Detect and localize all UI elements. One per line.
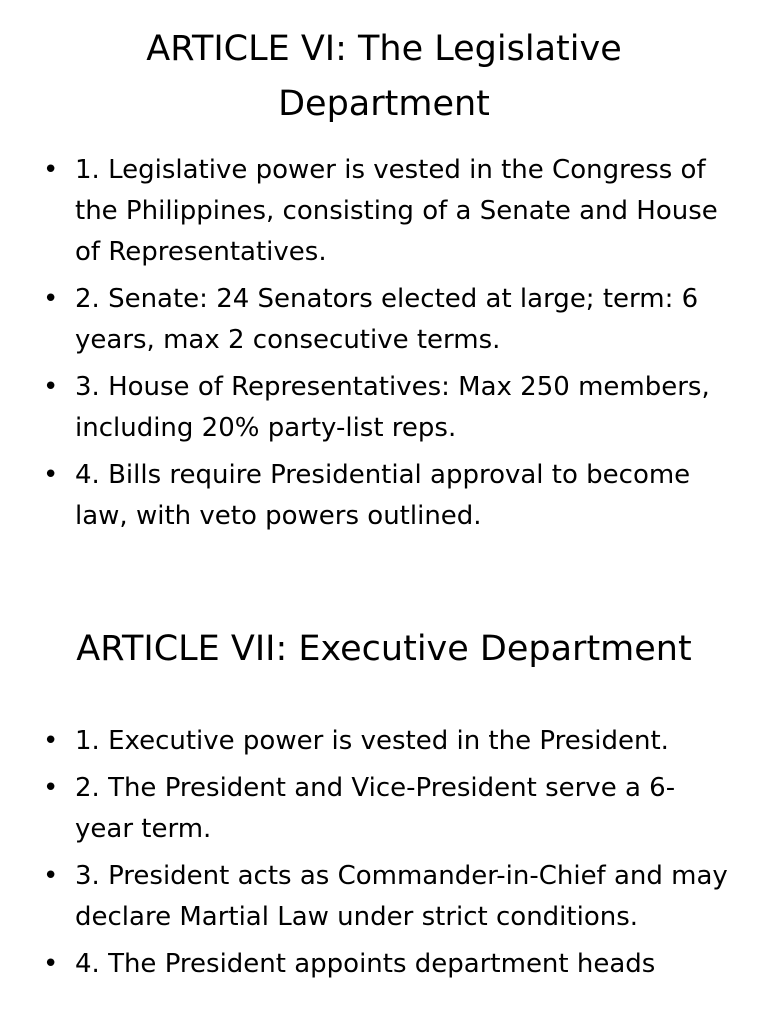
article-vii-slide [0, 622, 768, 991]
article-vi-bullet-list [0, 150, 768, 537]
list-item-text: 1. Executive power is vested in the President. [75, 726, 669, 756]
article-vii-bullet-list [0, 721, 768, 985]
list-item [43, 279, 728, 361]
list-item [43, 856, 728, 938]
list-item-text: 4. The President appoints department heads [75, 949, 656, 979]
list-item-text: 2. The President and Vice-President serve a 6-year term. [75, 773, 676, 844]
bullet-icon: • [43, 155, 59, 185]
bullet-icon: • [43, 861, 59, 891]
article-vi-title: ARTICLE VI: The Legislative Department [146, 29, 622, 124]
list-item-text: 2. Senate: 24 Senators elected at large; term: 6 years, max 2 consecutive terms. [75, 284, 699, 355]
article-vii-title: ARTICLE VII: Executive Department [76, 629, 692, 669]
list-item [43, 721, 728, 762]
list-item [43, 944, 728, 985]
bullet-icon: • [43, 460, 59, 490]
bullet-icon: • [43, 949, 59, 979]
list-item-text: 1. Legislative power is vested in the Congress of the Philippines, consisting of a Senate and House of Representatives. [75, 155, 718, 267]
bullet-icon: • [43, 284, 59, 314]
list-item-text: 4. Bills require Presidential approval to become law, with veto powers outlined. [75, 460, 691, 531]
list-item [43, 768, 728, 850]
list-item [43, 150, 728, 273]
bullet-icon: • [43, 726, 59, 756]
list-item [43, 367, 728, 449]
list-item [43, 455, 728, 537]
article-vi-slide [0, 22, 768, 543]
list-item-text: 3. House of Representatives: Max 250 members, including 20% party-list reps. [75, 372, 710, 443]
bullet-icon: • [43, 372, 59, 402]
bullet-icon: • [43, 773, 59, 803]
list-item-text: 3. President acts as Commander-in-Chief and may declare Martial Law under strict conditions. [75, 861, 728, 932]
